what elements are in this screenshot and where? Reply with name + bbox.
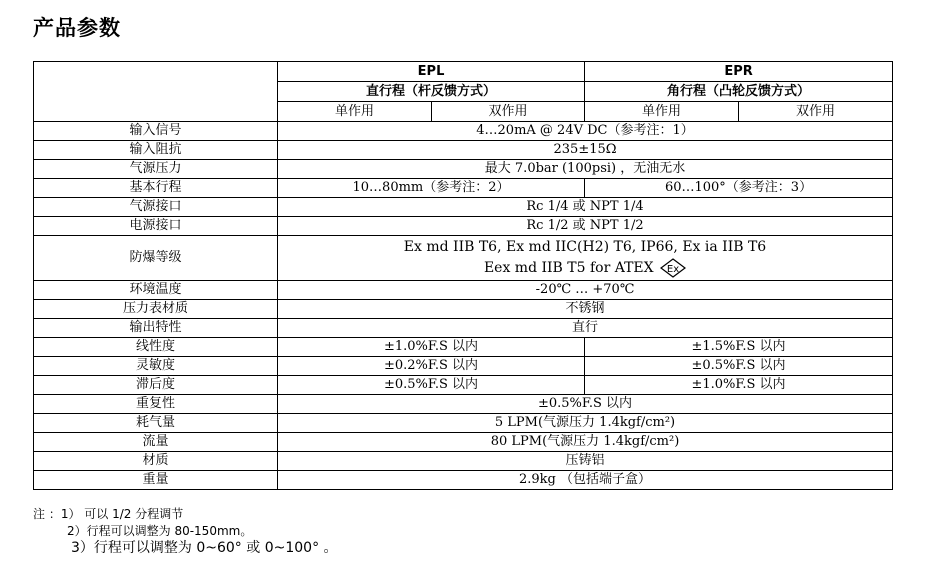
row-label: 重量 [34, 471, 278, 490]
table-row [34, 198, 893, 217]
row-value-epr: ±1.0%F.S 以内 [585, 376, 893, 395]
table-row [34, 319, 893, 338]
row-value: 4…20mA @ 24V DC（参考注：1） [278, 122, 893, 141]
row-value-epl: ±0.5%F.S 以内 [278, 376, 585, 395]
row-value: 235±15Ω [278, 141, 893, 160]
explosion-line-1: Ex md IIB T6, Ex md IIC(H2) T6, IP66, Ex ia IIB T6 [403, 239, 767, 255]
row-label: 流量 [34, 433, 278, 452]
row-value: 2.9kg （包括端子盒） [278, 471, 893, 490]
row-value-epr: 60…100°（参考注：3） [585, 179, 893, 198]
row-label: 材质 [34, 452, 278, 471]
table-row [34, 338, 893, 357]
table-row [34, 414, 893, 433]
row-label: 防爆等级 [34, 236, 278, 281]
page-title: 产品参数 [33, 16, 121, 40]
row-label: 气源接口 [34, 198, 278, 217]
table-row [34, 376, 893, 395]
row-value-explosion [278, 236, 893, 281]
row-value: 5 LPM(气源压力 1.4kgf/cm²) [278, 414, 893, 433]
table-row [34, 281, 893, 300]
table-row [34, 452, 893, 471]
row-value: 80 LPM(气源压力 1.4kgf/cm²) [278, 433, 893, 452]
table-row [34, 217, 893, 236]
note-3: 3）行程可以调整为 0~60° 或 0~100° 。 [71, 540, 338, 556]
row-value: 最大 7.0bar (100psi) ，无油无水 [278, 160, 893, 179]
row-value-epl: ±1.0%F.S 以内 [278, 338, 585, 357]
header-epr-double: 双作用 [739, 102, 893, 122]
row-value-epr: ±0.5%F.S 以内 [585, 357, 893, 376]
atex-ex-text: Ex [666, 264, 680, 275]
row-value: Rc 1/4 或 NPT 1/4 [278, 198, 893, 217]
row-label: 输入信号 [34, 122, 278, 141]
spec-table [33, 61, 893, 490]
row-label: 基本行程 [34, 179, 278, 198]
row-label: 重复性 [34, 395, 278, 414]
table-row [34, 141, 893, 160]
header-epl-sub: 直行程（杆反馈方式） [278, 82, 585, 102]
table-row [34, 179, 893, 198]
explosion-line-2 [278, 258, 892, 279]
table-row [34, 471, 893, 490]
row-value: 不锈钢 [278, 300, 893, 319]
table-row [34, 395, 893, 414]
row-label: 环境温度 [34, 281, 278, 300]
atex-ex-icon [660, 258, 686, 278]
header-epr-single: 单作用 [585, 102, 739, 122]
note-2: 2）行程可以调整为 80-150mm。 [67, 524, 253, 538]
header-epl: EPL [278, 62, 585, 82]
row-label: 线性度 [34, 338, 278, 357]
row-value-epl: 10…80mm（参考注：2） [278, 179, 585, 198]
row-label: 输入阻抗 [34, 141, 278, 160]
row-label: 灵敏度 [34, 357, 278, 376]
header-epr: EPR [585, 62, 893, 82]
table-row [34, 160, 893, 179]
table-row [34, 300, 893, 319]
row-label: 气源压力 [34, 160, 278, 179]
row-value-epl: ±0.2%F.S 以内 [278, 357, 585, 376]
table-row [34, 122, 893, 141]
row-label: 电源接口 [34, 217, 278, 236]
row-value: -20℃ … +70℃ [278, 281, 893, 300]
row-label: 耗气量 [34, 414, 278, 433]
header-epl-single: 单作用 [278, 102, 432, 122]
row-value: Rc 1/2 或 NPT 1/2 [278, 217, 893, 236]
table-row [34, 433, 893, 452]
row-value: ±0.5%F.S 以内 [278, 395, 893, 414]
note-1: 注 ：1） 可以 1/2 分程调节 [33, 507, 184, 521]
row-label: 滞后度 [34, 376, 278, 395]
row-label: 输出特性 [34, 319, 278, 338]
table-row [34, 357, 893, 376]
row-value: 压铸铝 [278, 452, 893, 471]
row-label: 压力表材质 [34, 300, 278, 319]
notes [33, 506, 338, 557]
row-value-epr: ±1.5%F.S 以内 [585, 338, 893, 357]
explosion-line-2-text: Eex md IIB T5 for ATEX [483, 260, 654, 276]
corner-cell [34, 62, 278, 122]
table-row [34, 236, 893, 281]
header-epl-double: 双作用 [432, 102, 585, 122]
header-epr-sub: 角行程（凸轮反馈方式） [585, 82, 893, 102]
row-value: 直行 [278, 319, 893, 338]
